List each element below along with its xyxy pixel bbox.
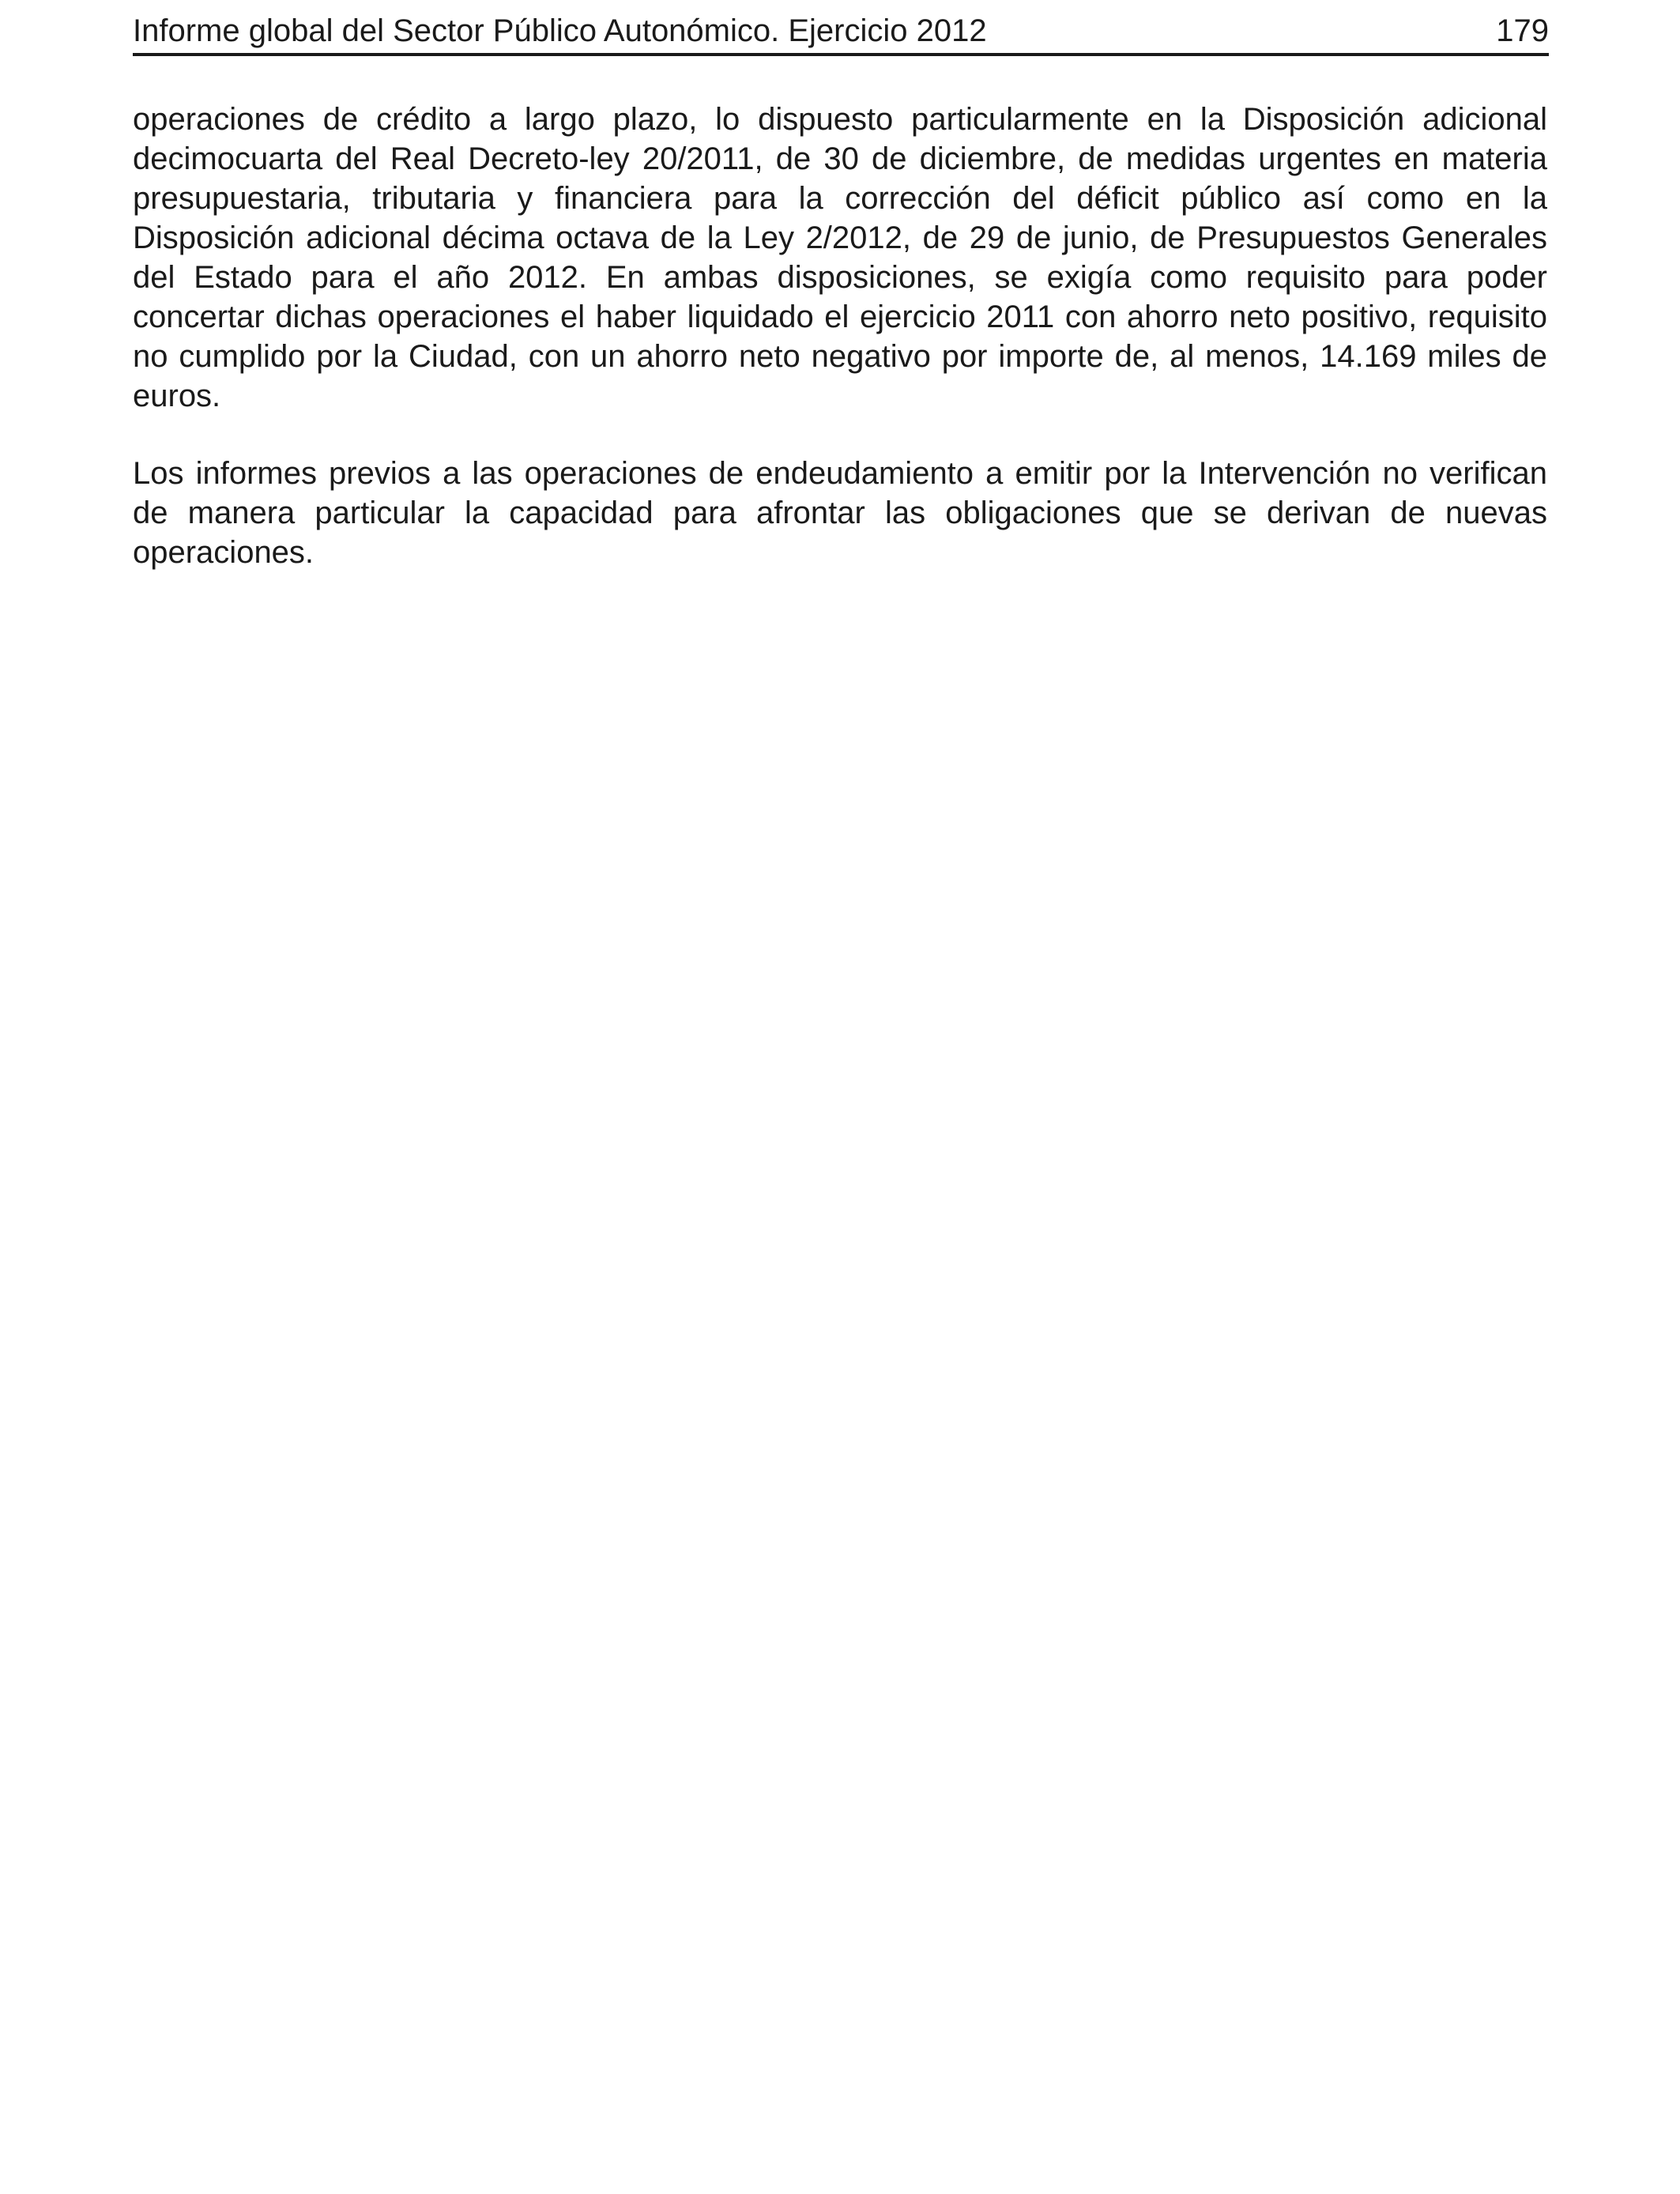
paragraph-operaciones-credito (133, 100, 1547, 416)
text-line: Los informes previos a las operaciones de endeudamiento a emitir por la Intervención no verifican (133, 456, 1547, 491)
text-line: del Estado para el año 2012. En ambas disposiciones, se exigía como requisito para poder (133, 260, 1547, 295)
page-number: 179 (1496, 13, 1549, 48)
text-line: presupuestaria, tributaria y financiera para la corrección del déficit público así como en la (133, 181, 1547, 216)
text-line: no cumplido por la Ciudad, con un ahorro neto negativo por importe de, al menos, 14.169 miles de (133, 339, 1547, 374)
text-line: decimocuarta del Real Decreto-ley 20/2011, de 30 de diciembre, de medidas urgentes en materia (133, 141, 1547, 176)
page-header (133, 13, 1549, 49)
page-body (133, 100, 1547, 610)
text-line: operaciones. (133, 535, 315, 570)
text-line: euros. (133, 379, 221, 413)
text-line: Disposición adicional décima octava de la Ley 2/2012, de 29 de junio, de Presupuestos Generales (133, 221, 1547, 255)
text-line: concertar dichas operaciones el haber liquidado el ejercicio 2011 con ahorro neto positivo, requisito (133, 300, 1547, 334)
running-header-title: Informe global del Sector Público Autonómico. Ejercicio 2012 (133, 13, 987, 48)
text-line: de manera particular la capacidad para afrontar las obligaciones que se derivan de nuevas (133, 496, 1547, 530)
paragraph-informes-previos (133, 454, 1547, 572)
text-line: operaciones de crédito a largo plazo, lo dispuesto particularmente en la Disposición adicional (133, 102, 1547, 137)
header-rule (133, 53, 1549, 56)
